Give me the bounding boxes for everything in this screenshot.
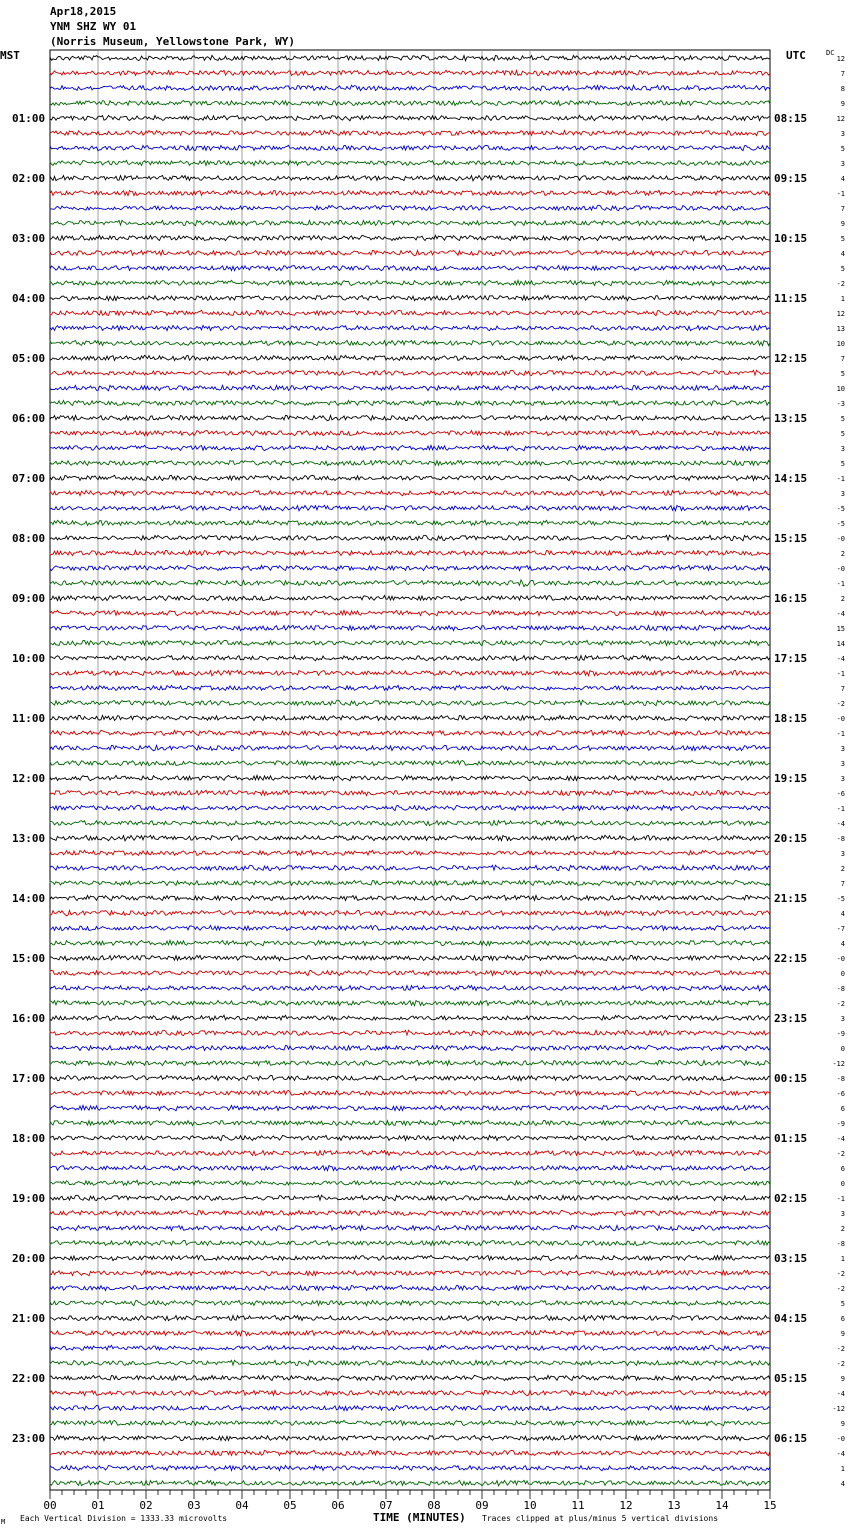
seismic-trace — [50, 925, 770, 930]
seismic-trace — [50, 55, 770, 60]
dc-offset-label: -4 — [836, 1135, 845, 1143]
seismic-trace — [50, 955, 770, 960]
dc-offset-label: 5 — [840, 235, 845, 243]
seismic-trace — [50, 1480, 770, 1485]
left-hour-label: 13:00 — [12, 832, 46, 845]
dc-offset-label: 0 — [840, 1045, 845, 1053]
seismic-trace — [50, 550, 770, 555]
seismic-trace — [50, 520, 770, 525]
dc-offset-label: 3 — [840, 130, 845, 138]
x-tick-label: 08 — [427, 1499, 441, 1512]
left-hour-label: 16:00 — [12, 1012, 46, 1025]
right-hour-label: 09:15 — [774, 172, 808, 185]
right-hour-label: 12:15 — [774, 352, 808, 365]
dc-offset-label: 7 — [840, 205, 845, 213]
right-hour-label: 04:15 — [774, 1312, 808, 1325]
dc-offset-label: 7 — [840, 880, 845, 888]
seismic-trace — [50, 325, 770, 330]
dc-offset-label: -6 — [836, 1090, 845, 1098]
dc-offset-label: -8 — [836, 985, 845, 993]
left-hour-label: 04:00 — [12, 292, 46, 305]
dc-offset-label: 8 — [840, 85, 845, 93]
dc-offset-label: -1 — [836, 190, 845, 198]
dc-offset-label: -12 — [832, 1405, 845, 1413]
dc-offset-label: -0 — [836, 1435, 845, 1443]
seismic-trace — [50, 431, 770, 436]
dc-offset-label: 2 — [840, 595, 845, 603]
seismic-trace — [50, 1210, 770, 1215]
dc-offset-label: -9 — [836, 1030, 845, 1038]
dc-offset-label: 1 — [840, 295, 845, 303]
dc-offset-label: 15 — [836, 625, 845, 633]
right-hour-label: 03:15 — [774, 1252, 808, 1265]
dc-offset-label: 9 — [840, 1375, 845, 1383]
left-hour-label: 06:00 — [12, 412, 46, 425]
right-hour-label: 01:15 — [774, 1132, 808, 1145]
seismic-trace — [50, 445, 770, 450]
x-tick-label: 13 — [667, 1499, 681, 1512]
dc-offset-label: -2 — [836, 1345, 845, 1353]
right-hour-label: 11:15 — [774, 292, 808, 305]
dc-offset-label: 12 — [836, 115, 845, 123]
seismic-trace — [50, 865, 770, 871]
dc-offset-label: -4 — [836, 1390, 845, 1398]
dc-offset-label: 3 — [840, 745, 845, 753]
dc-offset-label: 10 — [836, 340, 845, 348]
seismic-trace — [50, 790, 770, 795]
seismic-trace — [50, 805, 770, 810]
seismic-trace — [50, 940, 770, 945]
dc-offset-label: 3 — [840, 445, 845, 453]
seismic-trace — [50, 1465, 770, 1470]
right-hour-label: 15:15 — [774, 532, 808, 545]
dc-offset-label: -4 — [836, 1450, 845, 1458]
seismic-trace — [50, 1285, 770, 1290]
dc-offset-label: 5 — [840, 460, 845, 468]
seismic-trace — [50, 1015, 770, 1020]
dc-offset-label: -0 — [836, 955, 845, 963]
dc-offset-label: 7 — [840, 355, 845, 363]
right-hour-label: 20:15 — [774, 832, 808, 845]
left-hour-label: 21:00 — [12, 1312, 46, 1325]
seismic-trace — [50, 250, 770, 255]
dc-offset-label: 4 — [840, 250, 845, 258]
dc-offset-label: -8 — [836, 835, 845, 843]
dc-offset-label: 3 — [840, 1015, 845, 1023]
seismic-trace — [50, 1135, 770, 1140]
seismic-trace — [50, 580, 770, 587]
dc-offset-label: 3 — [840, 775, 845, 783]
right-hour-label: 18:15 — [774, 712, 808, 725]
x-tick-label: 02 — [139, 1499, 153, 1512]
seismic-trace — [50, 475, 770, 480]
left-timezone-label: MST — [0, 49, 20, 62]
dc-offset-label: -0 — [836, 535, 845, 543]
dc-offset-label: -2 — [836, 280, 845, 288]
seismic-trace — [50, 266, 770, 271]
seismic-trace — [50, 1270, 770, 1276]
right-hour-label: 00:15 — [774, 1072, 808, 1085]
seismic-trace — [50, 640, 770, 645]
dc-offset-label: 4 — [840, 940, 845, 948]
clip-note: Traces clipped at plus/minus 5 vertical divisions — [482, 1514, 719, 1523]
seismic-trace — [50, 310, 770, 315]
seismic-trace — [50, 1150, 770, 1155]
scale-note: Each Vertical Division = 1333.33 microvolts — [20, 1514, 228, 1523]
seismic-trace — [50, 1406, 770, 1411]
seismic-trace — [50, 1315, 770, 1320]
seismic-trace — [50, 1330, 770, 1335]
dc-offset-label: -4 — [836, 820, 845, 828]
dc-offset-label: 5 — [840, 265, 845, 273]
seismic-trace — [50, 1360, 770, 1365]
dc-offset-label: 9 — [840, 220, 845, 228]
left-hour-label: 22:00 — [12, 1372, 46, 1385]
seismic-trace — [50, 985, 770, 990]
seismic-trace — [50, 1195, 770, 1201]
seismic-trace — [50, 596, 770, 601]
left-hour-label: 12:00 — [12, 772, 46, 785]
right-hour-label: 06:15 — [774, 1432, 808, 1445]
seismic-trace — [50, 895, 770, 900]
seismic-trace — [50, 101, 770, 106]
seismic-trace — [50, 280, 770, 285]
dc-label: DC — [826, 49, 835, 57]
x-axis-title: TIME (MINUTES) — [373, 1511, 466, 1524]
dc-offset-label: -5 — [836, 505, 845, 513]
dc-offset-label: -1 — [836, 475, 845, 483]
right-hour-label: 05:15 — [774, 1372, 808, 1385]
seismic-trace — [50, 355, 770, 360]
x-tick-label: 03 — [187, 1499, 201, 1512]
dc-offset-label: 12 — [836, 310, 845, 318]
seismic-trace — [50, 145, 770, 150]
dc-offset-label: -2 — [836, 700, 845, 708]
dc-offset-label: -1 — [836, 1195, 845, 1203]
dc-offset-label: -2 — [836, 1285, 845, 1293]
dc-offset-label: -4 — [836, 610, 845, 618]
x-tick-label: 06 — [331, 1499, 345, 1512]
seismic-trace — [50, 821, 770, 826]
x-tick-label: 09 — [475, 1499, 489, 1512]
dc-offset-label: -7 — [836, 925, 845, 933]
dc-offset-label: 5 — [840, 1300, 845, 1308]
left-hour-label: 15:00 — [12, 952, 46, 965]
dc-offset-label: -3 — [836, 400, 845, 408]
seismic-trace — [50, 970, 770, 975]
left-hour-label: 18:00 — [12, 1132, 46, 1145]
seismic-trace — [50, 1420, 770, 1425]
right-hour-label: 19:15 — [774, 772, 808, 785]
seismic-trace — [50, 700, 770, 706]
dc-offset-label: 3 — [840, 760, 845, 768]
x-tick-label: 04 — [235, 1499, 249, 1512]
seismic-trace — [50, 1225, 770, 1230]
dc-offset-label: -1 — [836, 670, 845, 678]
dc-offset-label: 4 — [840, 175, 845, 183]
left-hour-label: 17:00 — [12, 1072, 46, 1085]
seismic-trace — [50, 1000, 770, 1005]
seismic-trace — [50, 295, 770, 300]
dc-offset-label: 7 — [840, 685, 845, 693]
dc-offset-label: -2 — [836, 1150, 845, 1158]
seismic-trace — [50, 370, 770, 375]
dc-offset-label: 6 — [840, 1165, 845, 1173]
seismic-trace — [50, 1435, 770, 1440]
left-hour-label: 23:00 — [12, 1432, 46, 1445]
dc-offset-label: -12 — [832, 1060, 845, 1068]
seismic-trace — [50, 656, 770, 661]
dc-offset-label: 7 — [840, 70, 845, 78]
dc-offset-label: -8 — [836, 1075, 845, 1083]
seismic-trace — [50, 565, 770, 570]
left-hour-label: 02:00 — [12, 172, 46, 185]
dc-offset-label: 4 — [840, 910, 845, 918]
seismic-trace — [50, 1105, 770, 1111]
dc-offset-label: 3 — [840, 1210, 845, 1218]
dc-offset-label: -2 — [836, 1360, 845, 1368]
seismic-trace — [50, 745, 770, 750]
seismic-trace — [50, 1060, 770, 1065]
seismic-trace — [50, 115, 770, 120]
dc-offset-label: -8 — [836, 1240, 845, 1248]
seismic-trace — [50, 1375, 770, 1380]
dc-offset-label: -5 — [836, 520, 845, 528]
left-hour-label: 14:00 — [12, 892, 46, 905]
seismic-trace — [50, 880, 770, 885]
dc-offset-label: 4 — [840, 1480, 845, 1488]
left-hour-label: 20:00 — [12, 1252, 46, 1265]
seismic-trace — [50, 505, 770, 510]
dc-offset-label: -0 — [836, 565, 845, 573]
right-hour-label: 14:15 — [774, 472, 808, 485]
right-hour-label: 17:15 — [774, 652, 808, 665]
seismic-trace — [50, 85, 770, 91]
dc-offset-label: 9 — [840, 1330, 845, 1338]
x-tick-label: 01 — [91, 1499, 105, 1512]
left-hour-label: 10:00 — [12, 652, 46, 665]
x-tick-label: 15 — [763, 1499, 777, 1512]
seismic-trace — [50, 715, 770, 720]
dc-offset-label: 3 — [840, 850, 845, 858]
seismic-trace — [50, 1180, 770, 1185]
seismic-trace — [50, 910, 770, 915]
corner-mark: M — [1, 1518, 6, 1526]
left-hour-label: 03:00 — [12, 232, 46, 245]
seismic-trace — [50, 460, 770, 465]
dc-offset-label: 6 — [840, 1315, 845, 1323]
seismic-trace — [50, 670, 770, 676]
left-hour-label: 05:00 — [12, 352, 46, 365]
seismic-trace — [50, 400, 770, 405]
dc-offset-label: 0 — [840, 970, 845, 978]
dc-offset-label: 5 — [840, 415, 845, 423]
x-tick-label: 14 — [715, 1499, 729, 1512]
seismic-trace — [50, 535, 770, 541]
dc-offset-label: -6 — [836, 790, 845, 798]
right-hour-label: 21:15 — [774, 892, 808, 905]
dc-offset-label: 2 — [840, 865, 845, 873]
dc-offset-label: 5 — [840, 370, 845, 378]
left-hour-label: 11:00 — [12, 712, 46, 725]
left-hour-label: 07:00 — [12, 472, 46, 485]
seismic-trace — [50, 625, 770, 630]
dc-offset-label: 1 — [840, 1465, 845, 1473]
seismic-trace — [50, 835, 770, 841]
seismic-trace — [50, 1030, 770, 1036]
seismic-trace — [50, 850, 770, 855]
x-tick-label: 10 — [523, 1499, 537, 1512]
seismic-trace — [50, 70, 770, 75]
right-hour-label: 13:15 — [774, 412, 808, 425]
x-tick-label: 07 — [379, 1499, 393, 1512]
dc-offset-label: 5 — [840, 145, 845, 153]
dc-offset-label: 2 — [840, 550, 845, 558]
right-hour-label: 02:15 — [774, 1192, 808, 1205]
dc-offset-label: 9 — [840, 1420, 845, 1428]
dc-offset-label: 0 — [840, 1180, 845, 1188]
seismic-trace — [50, 205, 770, 210]
seismic-trace — [50, 685, 770, 690]
x-tick-label: 12 — [619, 1499, 633, 1512]
seismic-trace — [50, 175, 770, 180]
left-hour-label: 01:00 — [12, 112, 46, 125]
dc-offset-label: 14 — [836, 640, 845, 648]
seismic-trace — [50, 1075, 770, 1080]
dc-offset-label: 10 — [836, 385, 845, 393]
x-tick-label: 00 — [43, 1499, 57, 1512]
seismic-trace — [50, 610, 770, 615]
right-hour-label: 23:15 — [774, 1012, 808, 1025]
dc-offset-label: -9 — [836, 1120, 845, 1128]
right-hour-label: 08:15 — [774, 112, 808, 125]
seismic-trace — [50, 190, 770, 195]
right-hour-label: 16:15 — [774, 592, 808, 605]
station-location: (Norris Museum, Yellowstone Park, WY) — [50, 35, 296, 48]
seismic-trace — [50, 235, 770, 240]
dc-offset-label: 13 — [836, 325, 845, 333]
dc-offset-label: -1 — [836, 580, 845, 588]
left-hour-label: 19:00 — [12, 1192, 46, 1205]
right-timezone-label: UTC — [786, 49, 806, 62]
dc-offset-label: 2 — [840, 1225, 845, 1233]
seismic-trace — [50, 1345, 770, 1350]
seismic-trace — [50, 1165, 770, 1170]
seismic-trace — [50, 775, 770, 780]
dc-offset-label: 3 — [840, 490, 845, 498]
chart-date: Apr18,2015 — [50, 5, 117, 18]
dc-offset-label: -0 — [836, 715, 845, 723]
seismic-trace — [50, 385, 770, 390]
dc-offset-label: 9 — [840, 100, 845, 108]
x-tick-label: 05 — [283, 1499, 297, 1512]
left-hour-label: 09:00 — [12, 592, 46, 605]
dc-offset-label: -2 — [836, 1270, 845, 1278]
seismic-trace — [50, 220, 770, 225]
dc-offset-label: -5 — [836, 895, 845, 903]
dc-offset-label: 3 — [840, 160, 845, 168]
seismic-trace — [50, 490, 770, 495]
dc-offset-label: -1 — [836, 805, 845, 813]
seismic-trace — [50, 131, 770, 136]
seismic-trace — [50, 760, 770, 765]
seismic-trace — [50, 1255, 770, 1260]
seismic-trace — [50, 1300, 770, 1305]
seismic-trace — [50, 160, 770, 165]
seismic-trace — [50, 340, 770, 345]
station-code: YNM SHZ WY 01 — [50, 20, 137, 33]
seismic-trace — [50, 1241, 770, 1246]
right-hour-label: 10:15 — [774, 232, 808, 245]
seismic-trace — [50, 415, 770, 420]
seismic-trace — [50, 1390, 770, 1395]
dc-offset-label: -2 — [836, 1000, 845, 1008]
dc-offset-label: -4 — [836, 655, 845, 663]
right-hour-label: 22:15 — [774, 952, 808, 965]
seismic-trace — [50, 730, 770, 735]
dc-offset-label: 5 — [840, 430, 845, 438]
seismic-trace — [50, 1045, 770, 1050]
seismic-trace — [50, 1120, 770, 1125]
seismic-trace — [50, 1090, 770, 1095]
dc-offset-label: 6 — [840, 1105, 845, 1113]
dc-offset-label: 12 — [836, 55, 845, 63]
left-hour-label: 08:00 — [12, 532, 46, 545]
dc-offset-label: -1 — [836, 730, 845, 738]
x-tick-label: 11 — [571, 1499, 585, 1512]
dc-offset-label: 1 — [840, 1255, 845, 1263]
seismic-trace — [50, 1450, 770, 1455]
